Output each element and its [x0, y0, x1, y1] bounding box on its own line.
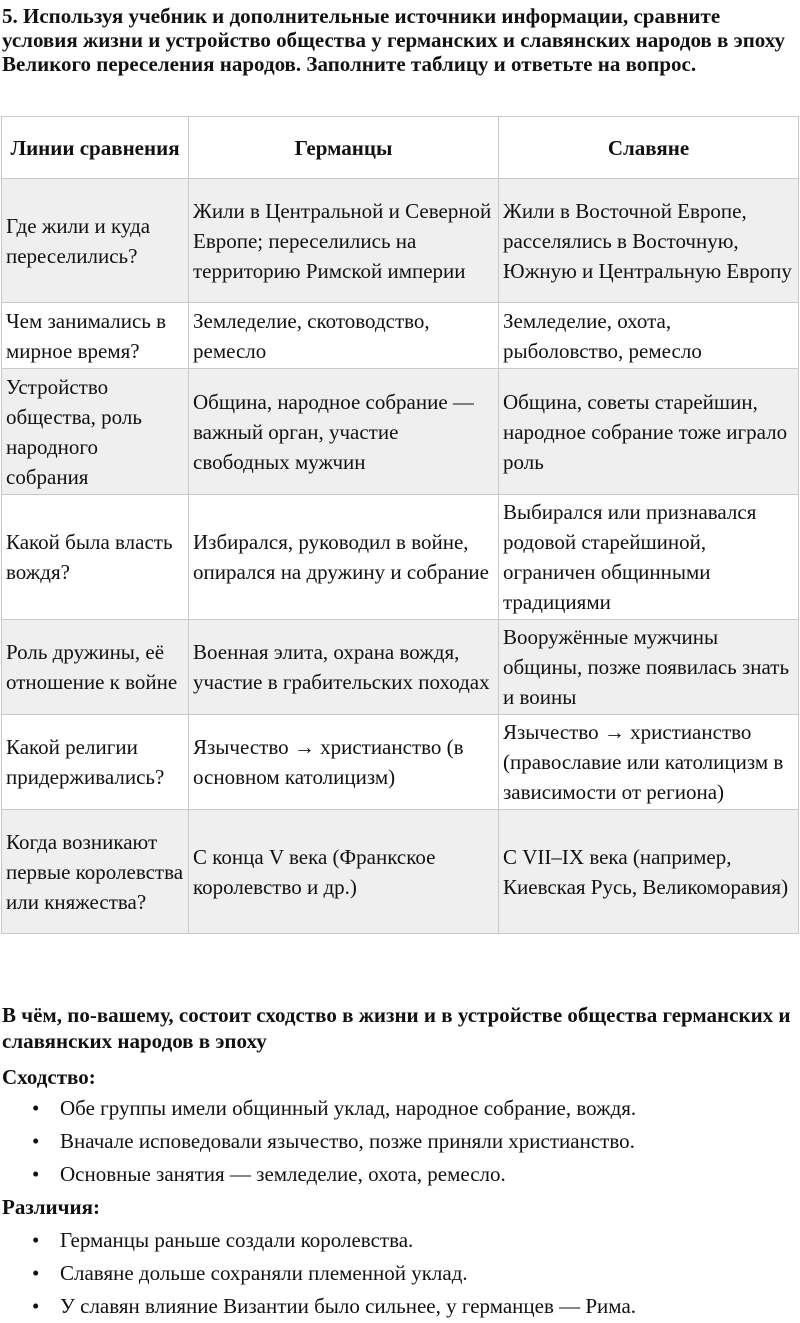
slavs-cell: С VII–IX века (например, Киевская Русь, Великоморавия)	[499, 810, 799, 934]
germans-cell: Земледелие, скотоводство, ремесло	[189, 303, 499, 369]
list-item: • Вначале исповедовали язычество, позже приняли христианство.	[0, 1125, 790, 1158]
row-criterion: Когда возникают первые королевства или княжества?	[2, 810, 189, 934]
table-row	[2, 620, 799, 715]
list-item: • У славян влияние Византии было сильнее, у германцев — Рима.	[0, 1290, 790, 1323]
header-slavs: Славяне	[499, 117, 799, 179]
list-item: • Основные занятия — земледелие, охота, ремесло.	[0, 1158, 790, 1191]
list-item: • Германцы раньше создали королевства.	[0, 1224, 790, 1257]
table-header-row	[2, 117, 799, 179]
row-criterion: Какой религии придерживались?	[2, 715, 189, 810]
similarity-list	[0, 1092, 790, 1191]
germans-cell: Жили в Центральной и Северной Европе; переселились на территорию Римской империи	[189, 179, 499, 303]
header-germans: Германцы	[189, 117, 499, 179]
table-row	[2, 369, 799, 495]
differences-list	[0, 1224, 790, 1323]
differences-heading: Различия:	[2, 1195, 100, 1219]
list-item: • Славяне дольше сохраняли племенной уклад.	[0, 1257, 790, 1290]
germans-cell: Избирался, руководил в войне, опирался на дружину и собрание	[189, 495, 499, 620]
table-row	[2, 495, 799, 620]
table-row	[2, 179, 799, 303]
slavs-cell: Земледелие, охота, рыболовство, ремесло	[499, 303, 799, 369]
germans-cell: С конца V века (Франкское королевство и др.)	[189, 810, 499, 934]
row-criterion: Где жили и куда переселились?	[2, 179, 189, 303]
table-row	[2, 715, 799, 810]
similarity-heading: Сходство:	[2, 1065, 96, 1089]
question-text: В чём, по-вашему, состоит сходство в жизни и в устройстве общества германских и славянских народов в эпоху	[2, 1003, 791, 1053]
slavs-cell: Выбирался или признавался родовой старейшиной, ограничен общинными традициями	[499, 495, 799, 620]
comparison-table	[1, 116, 799, 934]
germans-cell: Община, народное собрание — важный орган, участие свободных мужчин	[189, 369, 499, 495]
list-item: • Обе группы имели общинный уклад, народное собрание, вождя.	[0, 1092, 790, 1125]
header-criteria: Линии сравнения	[2, 117, 189, 179]
germans-cell: Язычество → христианство (в основном католицизм)	[189, 715, 499, 810]
table-row	[2, 303, 799, 369]
slavs-cell: Язычество → христианство (православие или католицизм в зависимости от региона)	[499, 715, 799, 810]
germans-cell: Военная элита, охрана вождя, участие в грабительских походах	[189, 620, 499, 715]
row-criterion: Устройство общества, роль народного собрания	[2, 369, 189, 495]
table-row	[2, 810, 799, 934]
row-criterion: Какой была власть вождя?	[2, 495, 189, 620]
slavs-cell: Вооружённые мужчины общины, позже появилась знать и воины	[499, 620, 799, 715]
task-text: 5. Используя учебник и дополнительные источники информации, сравните условия жизни и устройство общества у германских и славянских народов в эпоху Великого переселения народов. Заполните таблицу и ответьте на вопрос.	[2, 4, 785, 76]
slavs-cell: Община, советы старейшин, народное собрание тоже играло роль	[499, 369, 799, 495]
row-criterion: Чем занимались в мирное время?	[2, 303, 189, 369]
row-criterion: Роль дружины, её отношение к войне	[2, 620, 189, 715]
slavs-cell: Жили в Восточной Европе, расселялись в Восточную, Южную и Центральную Европу	[499, 179, 799, 303]
